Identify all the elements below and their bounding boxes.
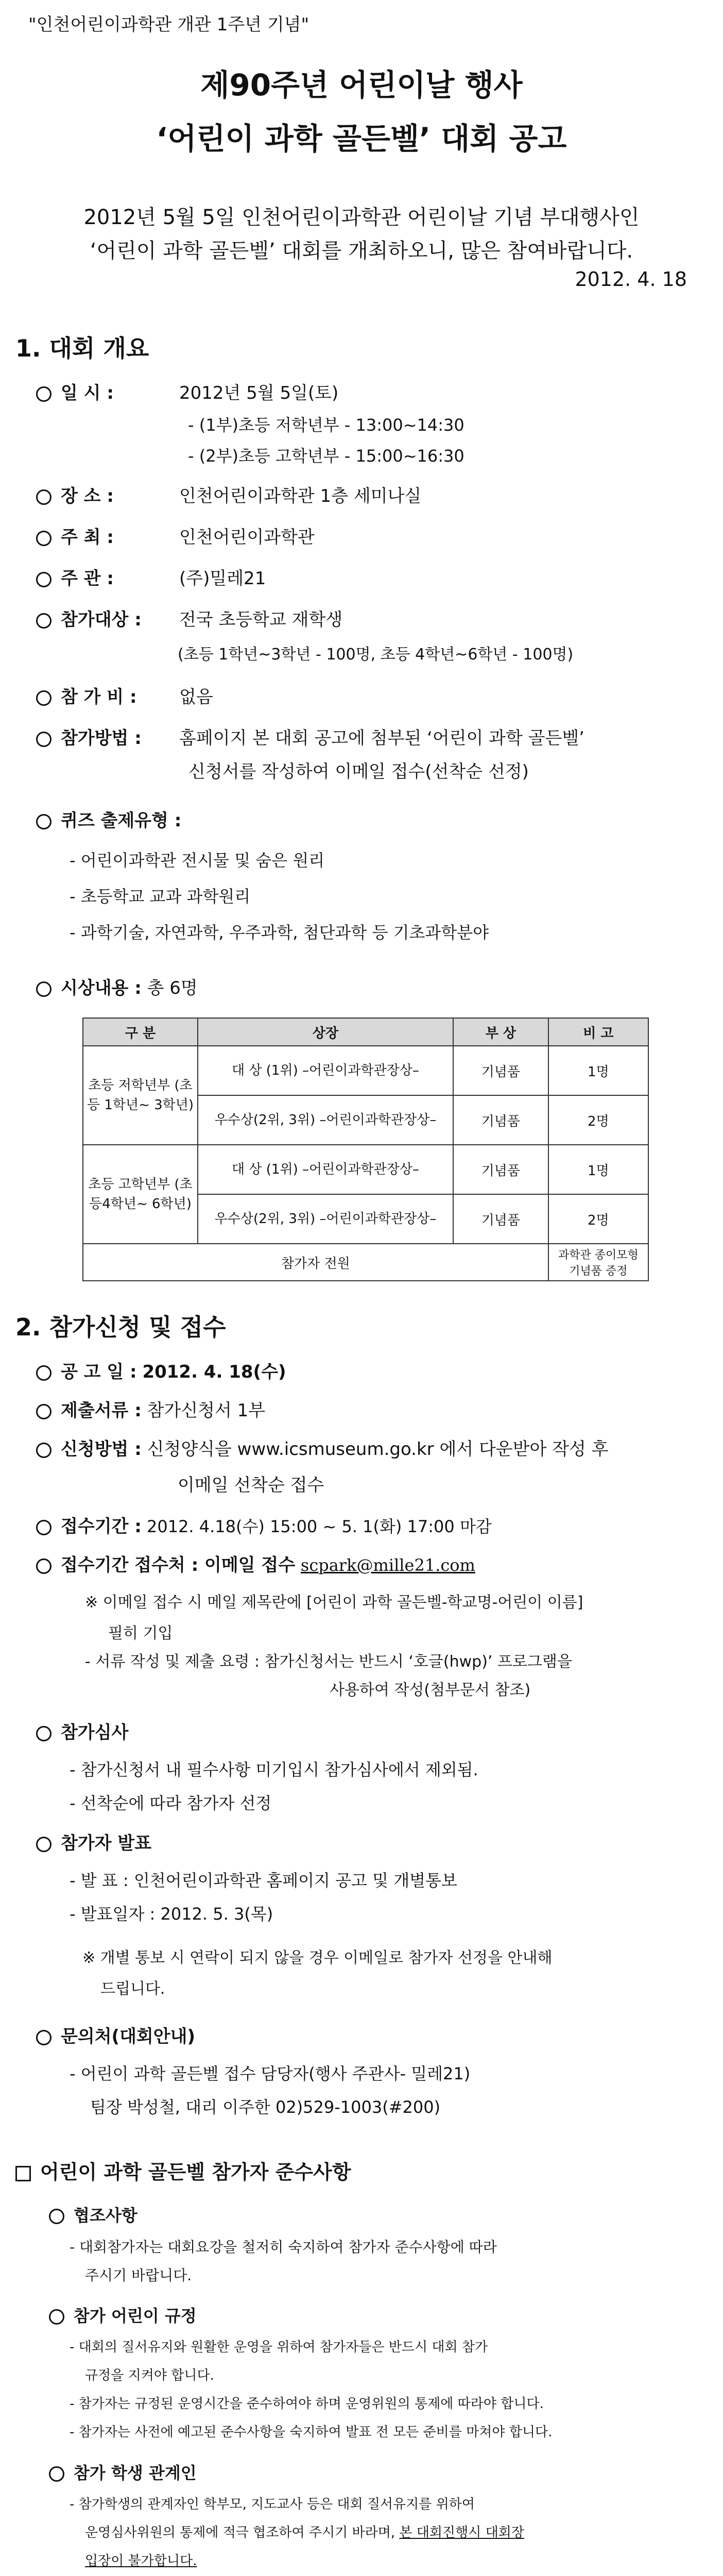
review-label: 참가심사 bbox=[36, 1718, 128, 1743]
table-cell-participants-gift: 과학관 종이모형 기념품 증정 bbox=[548, 1244, 648, 1281]
item-method-detail: 신청서를 작성하여 이메일 접수(선착순 선정) bbox=[188, 761, 529, 782]
circle-bullet-icon bbox=[36, 1558, 51, 1574]
section1-heading: 1. 대회 개요 bbox=[15, 334, 149, 362]
table-cell-participants: 참가자 전원 bbox=[83, 1244, 548, 1281]
item-eligibility-detail: (초등 1학년~3학년 - 100명, 초등 4학년~6학년 - 100명) bbox=[178, 646, 574, 664]
circle-bullet-icon bbox=[36, 690, 51, 706]
circle-bullet-icon bbox=[36, 489, 51, 505]
circle-bullet-icon bbox=[49, 2309, 64, 2325]
kids-rule-2: - 참가자는 규정된 운영시간을 준수하여야 하며 운영위원의 통제에 따라야 합니다. bbox=[70, 2396, 544, 2412]
announce-label: 참가자 발표 bbox=[36, 1829, 151, 1854]
email-note-2: - 서류 작성 및 제출 요령 : 참가신청서는 반드시 ‘호글(hwp)’ 프로그램을 bbox=[85, 1653, 572, 1671]
table-cell-gift: 기념품 bbox=[453, 1046, 548, 1095]
item-host: 주 최 : 인천어린이과학관 bbox=[36, 523, 315, 548]
item-date: 일 시 : 2012년 5월 5일(토) bbox=[36, 379, 338, 404]
table-cell-count: 1명 bbox=[548, 1046, 648, 1095]
circle-bullet-icon bbox=[36, 981, 51, 997]
table-cell-group: 초등 고학년부 (초등4학년~ 6학년) bbox=[83, 1145, 198, 1244]
section2-heading: 2. 참가신청 및 접수 bbox=[15, 1313, 226, 1341]
parents-rule-3: 입장이 불가합니다. bbox=[85, 2553, 197, 2569]
item-organizer: 주 관 : (주)밀레21 bbox=[36, 564, 266, 589]
item-session2: - (2부)초등 고학년부 - 15:00~16:30 bbox=[188, 446, 464, 466]
circle-bullet-icon bbox=[36, 732, 51, 747]
parents-rule-2: 운영심사위원의 통제에 적극 협조하여 주시기 바라며, 본 대회진행시 대회장 bbox=[85, 2525, 524, 2540]
circle-bullet-icon bbox=[36, 1404, 51, 1419]
item-fee: 참 가 비 : 없음 bbox=[36, 683, 213, 708]
parents-rule-1: - 참가학생의 관계자인 학부모, 지도교사 등은 대회 질서유지를 위하여 bbox=[70, 2497, 475, 2512]
kids-rule-1: - 대회의 질서유지와 원활한 운영을 위하여 참가자들은 반드시 대회 참가 bbox=[70, 2340, 488, 2355]
award-line: 시상내용 : 총 6명 bbox=[36, 974, 198, 999]
prize-table bbox=[82, 1018, 649, 1281]
announce-item-2: - 발표일자 : 2012. 5. 3(목) bbox=[70, 1904, 273, 1924]
circle-bullet-icon bbox=[36, 814, 51, 829]
circle-bullet-icon bbox=[36, 1520, 51, 1535]
email-link[interactable]: scpark@mille21.com bbox=[300, 1555, 475, 1575]
table-cell-award: 우수상(2위, 3위) –어린이과학관장상– bbox=[198, 1194, 453, 1244]
circle-bullet-icon bbox=[36, 1837, 51, 1852]
announce-note-2: 드립니다. bbox=[100, 1980, 165, 1998]
coop-line-2: 주시기 바랍니다. bbox=[85, 2267, 192, 2284]
apply-method: 신청방법 : 신청양식을 www.icsmuseum.go.kr 에서 다운받아 작성 후 bbox=[36, 1435, 608, 1460]
email-note-2b: 사용하여 작성(첨부문서 참조) bbox=[330, 1681, 531, 1699]
apply-period: 접수기간 : 2012. 4.18(수) 15:00 ~ 5. 1(화) 17:00 마감 bbox=[36, 1512, 492, 1537]
intro-line1: 2012년 5월 5일 인천어린이과학관 어린이날 기념 부대행사인 bbox=[83, 206, 640, 229]
intro-date: 2012. 4. 18 bbox=[575, 268, 687, 291]
table-cell-award: 대 상 (1위) –어린이과학관장상– bbox=[198, 1145, 453, 1194]
item-session1: - (1부)초등 저학년부 - 13:00~14:30 bbox=[188, 415, 464, 435]
table-header: 구 분 bbox=[83, 1018, 198, 1046]
circle-bullet-icon bbox=[36, 2030, 51, 2045]
table-cell-award: 우수상(2위, 3위) –어린이과학관장상– bbox=[198, 1095, 453, 1145]
apply-method-detail: 이메일 선착순 접수 bbox=[178, 1475, 324, 1496]
coop-label: 협조사항 bbox=[49, 2202, 137, 2226]
coop-line-1: - 대회참가자는 대회요강을 철저히 숙지하여 참가자 준수사항에 따라 bbox=[70, 2239, 497, 2256]
circle-bullet-icon bbox=[36, 1726, 51, 1741]
table-cell-gift: 기념품 bbox=[453, 1145, 548, 1194]
page-title-line2: ‘어린이 과학 골든벨’ 대회 공고 bbox=[156, 121, 567, 156]
contact-label: 문의처(대회안내) bbox=[36, 2022, 195, 2047]
email-note-1: ※ 이메일 접수 시 메일 제목란에 [어린이 과학 골든벨-학교명-어린이 이름] bbox=[85, 1594, 583, 1612]
email-note-1b: 필히 기입 bbox=[108, 1624, 173, 1642]
kids-rule-1b: 규정을 지켜야 합니다. bbox=[85, 2368, 214, 2383]
table-cell-count: 2명 bbox=[548, 1194, 648, 1244]
item-method: 참가방법 : 홈페이지 본 대회 공고에 첨부된 ‘어린이 과학 골든벨’ bbox=[36, 724, 584, 749]
review-item-2: - 선착순에 따라 참가자 선정 bbox=[70, 1793, 272, 1813]
table-header: 비 고 bbox=[548, 1018, 648, 1046]
quiz-item-2: - 초등학교 교과 과학원리 bbox=[70, 887, 251, 906]
table-cell-group: 초등 저학년부 (초등 1학년~ 3학년) bbox=[83, 1046, 198, 1145]
circle-bullet-icon bbox=[36, 386, 51, 402]
circle-bullet-icon bbox=[49, 2466, 64, 2482]
announce-item-1: - 발 표 : 인천어린이과학관 홈페이지 공고 및 개별통보 bbox=[70, 1871, 457, 1890]
table-cell-award: 대 상 (1위) –어린이과학관장상– bbox=[198, 1046, 453, 1095]
circle-bullet-icon bbox=[49, 2209, 64, 2224]
table-header: 부 상 bbox=[453, 1018, 548, 1046]
quiz-label: 퀴즈 출제유형 : bbox=[36, 806, 181, 832]
circle-bullet-icon bbox=[36, 572, 51, 587]
table-cell-count: 1명 bbox=[548, 1145, 648, 1194]
parents-rules-label: 참가 학생 관계인 bbox=[49, 2460, 197, 2484]
anniversary-label: "인천어린이과학관 개관 1주년 기념" bbox=[28, 14, 309, 35]
contact-line-2: 팀장 박성철, 대리 이주한 02)529-1003(#200) bbox=[90, 2097, 441, 2117]
circle-bullet-icon bbox=[36, 1443, 51, 1458]
quiz-item-3: - 과학기술, 자연과학, 우주과학, 첨단과학 등 기초과학분야 bbox=[70, 923, 489, 942]
announce-note-1: ※ 개별 통보 시 연락이 되지 않을 경우 이메일로 참가자 선정을 안내해 bbox=[82, 1949, 553, 1967]
circle-bullet-icon bbox=[36, 1365, 51, 1381]
quiz-item-1: - 어린이과학관 전시물 및 숨은 원리 bbox=[70, 851, 325, 870]
email-receipt: 접수기간 접수처 : 이메일 접수 scpark@mille21.com bbox=[36, 1551, 475, 1576]
review-item-1: - 참가신청서 내 필수사항 미기입시 참가심사에서 제외됨. bbox=[70, 1760, 478, 1780]
item-place: 장 소 : 인천어린이과학관 1층 세미나실 bbox=[36, 482, 421, 507]
table-cell-gift: 기념품 bbox=[453, 1095, 548, 1145]
table-cell-count: 2명 bbox=[548, 1095, 648, 1145]
table-header: 상장 bbox=[198, 1018, 453, 1046]
notice-date: 공 고 일 : 2012. 4. 18(수) bbox=[36, 1358, 286, 1383]
intro-line2: ‘어린이 과학 골든벨’ 대회를 개최하오니, 많은 참여바랍니다. bbox=[90, 239, 633, 263]
item-eligibility: 참가대상 : 전국 초등학교 재학생 bbox=[36, 605, 342, 631]
circle-bullet-icon bbox=[36, 531, 51, 546]
documents: 제출서류 : 참가신청서 1부 bbox=[36, 1396, 265, 1421]
circle-bullet-icon bbox=[36, 613, 51, 629]
rules-heading: 어린이 과학 골든벨 참가자 준수사항 bbox=[15, 2156, 351, 2184]
square-bullet-icon bbox=[15, 2166, 31, 2181]
contact-line-1: - 어린이 과학 골든벨 접수 담당자(행사 주관사- 밀레21) bbox=[70, 2064, 471, 2083]
kids-rule-3: - 참가자는 사전에 예고된 준수사항을 숙지하여 발표 전 모든 준비를 마쳐야 합니다. bbox=[70, 2425, 553, 2440]
table-cell-gift: 기념품 bbox=[453, 1194, 548, 1244]
kids-rules-label: 참가 어린이 규정 bbox=[49, 2303, 197, 2327]
page-title-line1: 제90주년 어린이날 행사 bbox=[200, 67, 523, 103]
